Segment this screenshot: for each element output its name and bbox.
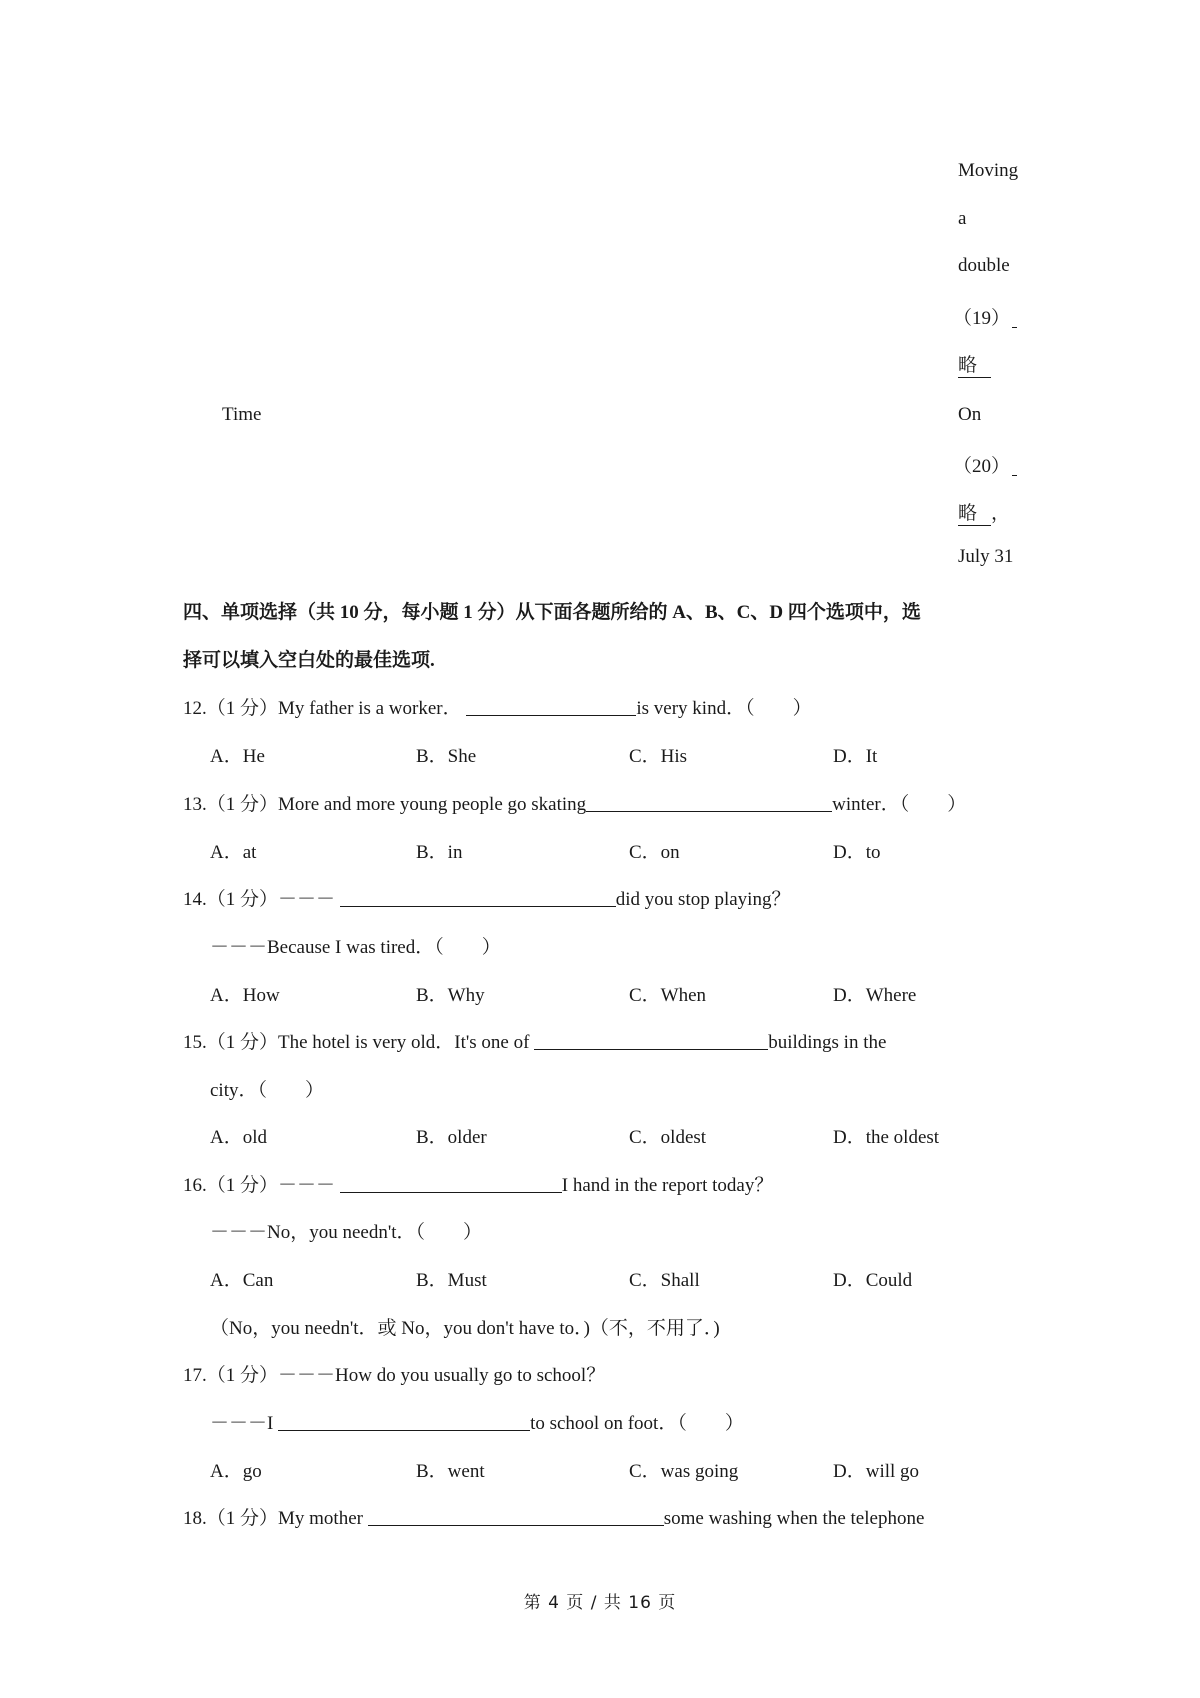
option-c: C．When: [629, 985, 707, 1006]
option-b: B．older: [416, 1127, 487, 1148]
option-b: B．She: [416, 746, 477, 767]
option-d: D．It: [833, 746, 878, 767]
comma: ，: [991, 503, 1011, 524]
option-c: C．was going: [629, 1461, 739, 1482]
question-text: to school on foot．（ ）: [530, 1413, 744, 1434]
answer-text: 略: [958, 350, 991, 378]
question-text: 18.（1 分）My mother: [183, 1508, 363, 1529]
question-16-note: （No，you needn't．或 No，you don't have to．)（不，不用了．): [210, 1318, 720, 1339]
option-a: A．at: [210, 842, 257, 863]
table-cell-blank-19: [953, 303, 1017, 330]
question-15: [183, 1027, 886, 1054]
option-d: D．to: [833, 842, 881, 863]
option-b: B．in: [416, 842, 463, 863]
question-text: 12.（1 分）My father is a worker．: [183, 698, 462, 719]
answer-blank: [368, 1507, 664, 1526]
answer-text: 略: [958, 498, 991, 526]
question-text: 14.（1 分）－－－: [183, 889, 336, 910]
table-cell-text: a: [958, 208, 967, 229]
question-text: 13.（1 分）More and more young people go skating: [183, 794, 587, 815]
question-text: 16.（1 分）－－－: [183, 1175, 336, 1196]
blank-number-20: （20）: [953, 456, 1011, 477]
table-cell-blank-20: [953, 451, 1017, 478]
option-a: A．How: [210, 985, 280, 1006]
table-cell-text: Moving: [958, 160, 1019, 181]
question-text: is very kind．（ ）: [636, 698, 812, 719]
answer-blank: [340, 1174, 562, 1193]
table-time-label: Time: [222, 404, 262, 425]
option-d: D．Could: [833, 1270, 913, 1291]
option-c: C．His: [629, 746, 688, 767]
section-heading-line1: 四、单项选择（共 10 分，每小题 1 分）从下面各题所给的 A、B、C、D 四个选项中，选: [183, 602, 921, 623]
question-13: [183, 789, 966, 816]
question-15-continuation: city．（ ）: [210, 1080, 324, 1101]
option-c: C．on: [629, 842, 680, 863]
answer-19: [958, 350, 991, 378]
question-18: [183, 1503, 924, 1530]
option-b: B．Must: [416, 1270, 487, 1291]
option-a: A．go: [210, 1461, 262, 1482]
question-14-reply: －－－Because I was tired．（ ）: [210, 937, 501, 958]
option-d: D．will go: [833, 1461, 920, 1482]
option-b: B．went: [416, 1461, 485, 1482]
page-footer: 第 4 页 / 共 16 页: [523, 1593, 677, 1613]
question-text: －－－I: [210, 1413, 274, 1434]
question-12: [183, 693, 812, 720]
table-cell-text: double: [958, 255, 1010, 276]
answer-blank: [340, 888, 616, 907]
section-heading-line2: 择可以填入空白处的最佳选项.: [183, 650, 435, 671]
question-14: [183, 884, 790, 911]
question-text: did you stop playing？: [615, 889, 791, 910]
option-a: A．old: [210, 1127, 268, 1148]
option-d: D．Where: [833, 985, 917, 1006]
question-16-reply: －－－No，you needn't．（ ）: [210, 1222, 483, 1243]
answer-blank: [278, 1412, 530, 1431]
option-c: C．oldest: [629, 1127, 707, 1148]
table-cell-text: July 31: [958, 546, 1014, 567]
answer-20: [958, 498, 1010, 526]
option-a: A．Can: [210, 1270, 274, 1291]
question-17-reply: [210, 1408, 744, 1435]
answer-blank: [586, 793, 832, 812]
question-text: 15.（1 分）The hotel is very old．It's one of: [183, 1032, 530, 1053]
table-cell-text: On: [958, 404, 982, 425]
option-a: A．He: [210, 746, 265, 767]
question-text: some washing when the telephone: [663, 1508, 925, 1529]
question-text: winter．（ ）: [832, 794, 967, 815]
answer-blank: [466, 697, 636, 716]
question-text: buildings in the: [768, 1032, 887, 1053]
blank-number-19: （19）: [953, 308, 1011, 329]
question-text: I hand in the report today？: [561, 1175, 774, 1196]
option-c: C．Shall: [629, 1270, 700, 1291]
question-17: 17.（1 分）－－－How do you usually go to school？: [183, 1365, 606, 1386]
answer-blank: [534, 1031, 768, 1050]
option-b: B．Why: [416, 985, 485, 1006]
question-16: [183, 1170, 773, 1197]
option-d: D．the oldest: [833, 1127, 940, 1148]
